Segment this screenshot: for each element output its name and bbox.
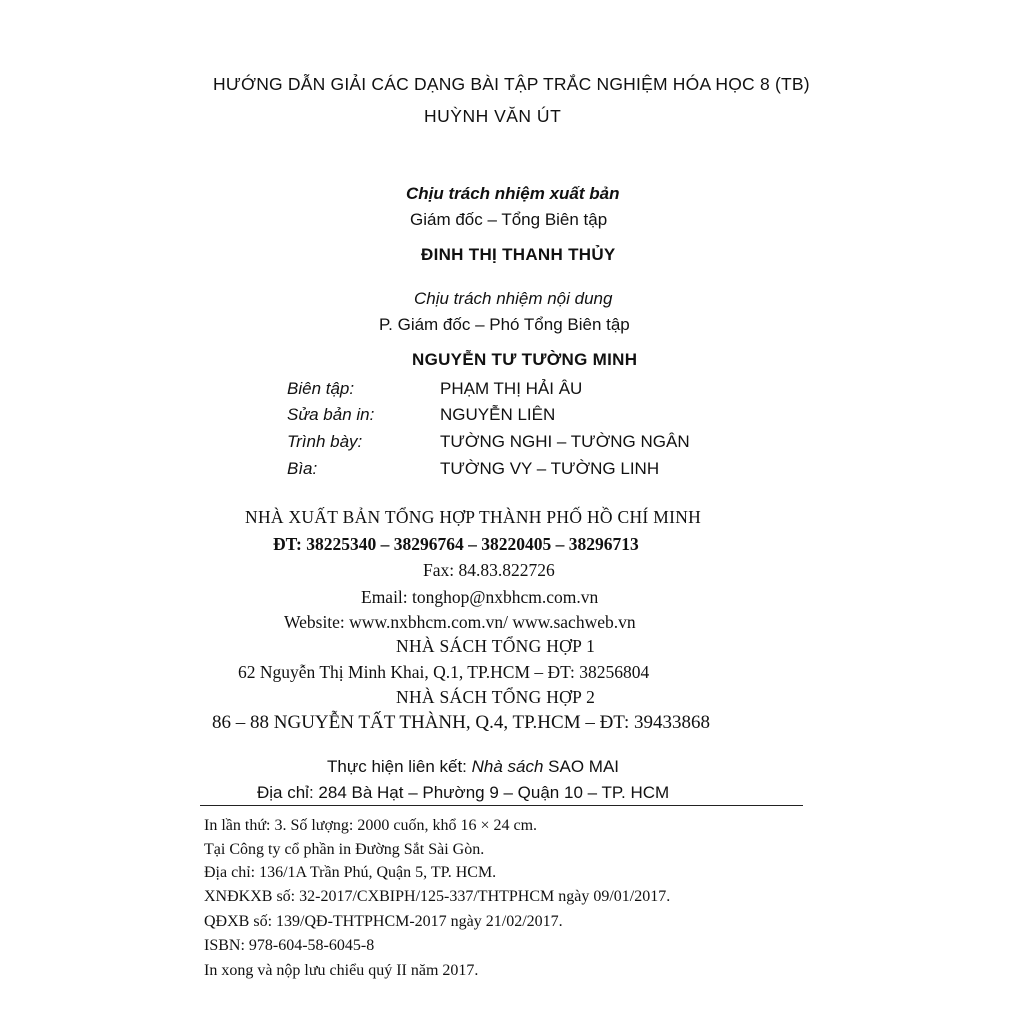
publisher-fax: Fax: 84.83.822726 (423, 560, 555, 580)
printer-line: Tại Công ty cổ phần in Đường Sắt Sài Gòn. (204, 841, 485, 858)
content-responsibility-name: NGUYỄN TƯ TƯỜNG MINH (412, 350, 638, 369)
isbn-line: ISBN: 978-604-58-6045-8 (204, 937, 375, 954)
credit-label-layout: Trình bày: (287, 432, 363, 451)
partner-line (327, 757, 619, 777)
publisher-phones: ĐT: 38225340 – 38296764 – 38220405 – 38296713 (273, 534, 639, 554)
credit-value-layout: TƯỜNG NGHI – TƯỜNG NGÂN (440, 432, 690, 451)
partner-italic: Nhà sách (471, 757, 544, 776)
store-1-address: 62 Nguyễn Thị Minh Khai, Q.1, TP.HCM – ĐT: 38256804 (238, 662, 650, 682)
registration-line: XNĐKXB số: 32-2017/CXBIPH/125-337/THTPHCM ngày 09/01/2017. (204, 888, 671, 905)
partner-name: SAO MAI (543, 757, 620, 776)
store-2-address: 86 – 88 NGUYỄN TẤT THÀNH, Q.4, TP.HCM – ĐT: 39433868 (212, 712, 710, 733)
store-2-name: NHÀ SÁCH TỔNG HỢP 2 (396, 687, 596, 707)
publisher-website: Website: www.nxbhcm.com.vn/ www.sachweb.vn (284, 612, 636, 632)
legal-deposit-line: In xong và nộp lưu chiểu quý II năm 2017. (204, 962, 479, 979)
content-responsibility-heading: Chịu trách nhiệm nội dung (414, 289, 613, 308)
publisher-email: Email: tonghop@nxbhcm.com.vn (361, 587, 599, 607)
store-1-name: NHÀ SÁCH TỔNG HỢP 1 (396, 636, 596, 656)
partner-prefix: Thực hiện liên kết: (327, 757, 472, 776)
publishing-responsibility-heading: Chịu trách nhiệm xuất bản (406, 184, 620, 203)
book-author: HUỲNH VĂN ÚT (424, 106, 562, 126)
publishing-responsibility-name: ĐINH THỊ THANH THỦY (421, 245, 616, 264)
publisher-name: NHÀ XUẤT BẢN TỔNG HỢP THÀNH PHỐ HỒ CHÍ MINH (245, 507, 702, 527)
credit-label-editor: Biên tập: (287, 379, 355, 398)
publishing-decision-line: QĐXB số: 139/QĐ-THTPHCM-2017 ngày 21/02/2017. (204, 913, 563, 930)
partner-address: Địa chỉ: 284 Bà Hạt – Phường 9 – Quận 10 – TP. HCM (257, 783, 670, 802)
content-responsibility-role: P. Giám đốc – Phó Tổng Biên tập (379, 315, 630, 334)
credit-label-proofreader: Sửa bản in: (287, 405, 375, 424)
credit-label-cover: Bìa: (287, 459, 318, 478)
credit-value-proofreader: NGUYỄN LIÊN (440, 405, 556, 424)
credit-value-editor: PHẠM THỊ HẢI ÂU (440, 379, 583, 398)
book-title: HƯỚNG DẪN GIẢI CÁC DẠNG BÀI TẬP TRẮC NGHIỆM HÓA HỌC 8 (TB) (213, 74, 810, 94)
publishing-responsibility-role: Giám đốc – Tổng Biên tập (410, 210, 608, 229)
credit-value-cover: TƯỜNG VY – TƯỜNG LINH (440, 459, 660, 478)
printer-address-line: Địa chỉ: 136/1A Trần Phú, Quận 5, TP. HCM. (204, 864, 497, 881)
divider-line (200, 805, 803, 806)
print-run-line: In lần thứ: 3. Số lượng: 2000 cuốn, khổ 16 × 24 cm. (204, 817, 538, 834)
